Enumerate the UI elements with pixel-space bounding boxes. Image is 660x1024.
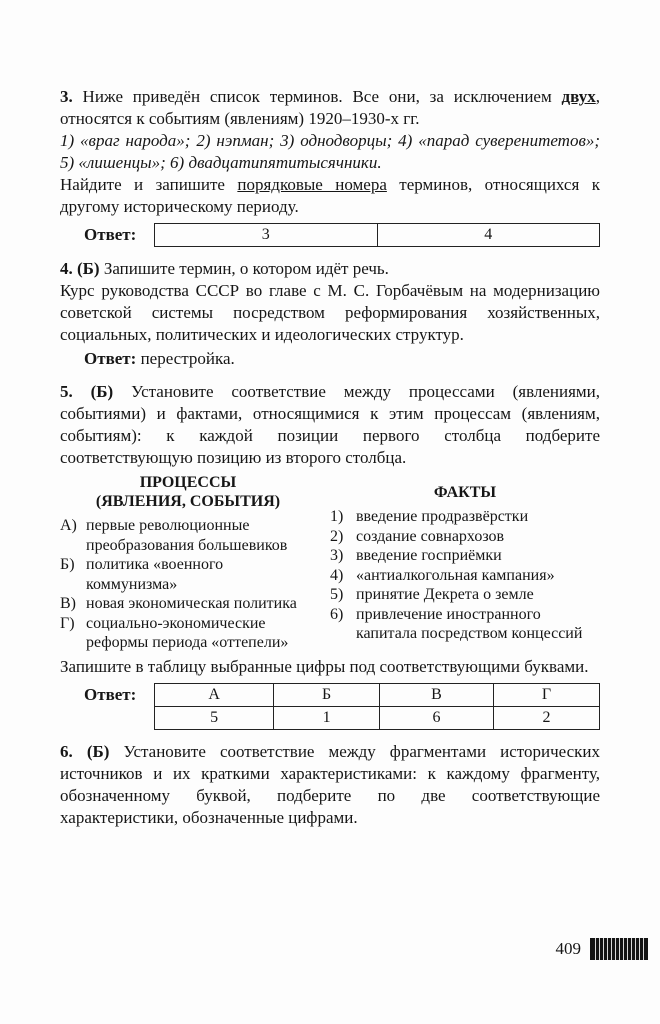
q4-answer-label: Ответ: [84, 349, 137, 368]
page-footer [556, 938, 649, 960]
q3-task-pre: Найдите и запишите [60, 175, 238, 194]
q5-right-item-5-label: 5) [330, 586, 344, 603]
q5-right-item-5 [330, 585, 600, 605]
q4-title [60, 258, 600, 280]
q3-number: 3. [60, 87, 73, 106]
q5-right-item-6 [330, 605, 600, 644]
q4-body: Курс руководства СССР во главе с М. С. Горбачёвым на модернизацию советской системы посредством реформирования хозяйственных, социальных, политических и идеологических структур. [60, 281, 600, 344]
q4-answer [84, 348, 600, 370]
q5-matching-columns [60, 473, 600, 653]
q5-answer-row [84, 683, 600, 730]
q5-right-item-3-label: 3) [330, 547, 344, 564]
q5-left-header-line1: ПРОЦЕССЫ [139, 474, 237, 491]
q5-header-g: Г [494, 683, 600, 706]
q5-left-item-v-label: В) [60, 595, 76, 612]
q3-task [60, 174, 600, 218]
q5-answer-table-value-row [155, 706, 600, 729]
q3-terms-list: 1) «враг народа»; 2) нэпман; 3) однодворцы; 4) «парад суверенитетов»; 5) «лишенцы»; 6) двадцатипятитысячники. [60, 131, 600, 172]
q5-left-item-g [60, 614, 316, 653]
q5-number: 5. [60, 382, 73, 401]
q5-left-item-b [60, 555, 316, 594]
q5-left-item-a [60, 516, 316, 555]
q3-answer-label: Ответ: [84, 225, 137, 244]
q5-left-item-g-text: социально-экономические реформы периода «оттепели» [86, 614, 289, 651]
q5-header-b: Б [274, 683, 380, 706]
q5-right-item-4-text: «антиалкогольная кампания» [356, 566, 555, 584]
q3-answer-cell-1: 3 [155, 224, 378, 247]
q5-right-item-1-label: 1) [330, 508, 344, 525]
q6-body-para [60, 741, 600, 829]
q5-answer-table-header-row [155, 683, 600, 706]
q5-right-column [330, 473, 600, 653]
q5-left-header [60, 473, 316, 511]
q5-value-g: 2 [494, 706, 600, 729]
q5-left-item-a-text: первые революционные преобразования большевиков [86, 517, 288, 554]
question-3 [60, 86, 600, 247]
q3-intro-post: , относятся к событиям (явлениям) 1920–1930-х гг. [60, 87, 600, 128]
q5-right-item-6-text: привлечение иностранного капитала посредством концессий [356, 605, 583, 642]
q5-right-item-4 [330, 566, 600, 586]
q5-left-header-line2: (ЯВЛЕНИЯ, СОБЫТИЯ) [95, 493, 281, 510]
page-edge-barcode [590, 938, 648, 960]
question-5 [60, 381, 600, 730]
question-6 [60, 741, 600, 829]
question-4 [60, 258, 600, 370]
q5-right-item-4-label: 4) [330, 566, 344, 584]
q3-answer-cell-2: 4 [377, 224, 600, 247]
q5-task: Запишите в таблицу выбранные цифры под соответствующими буквами. [60, 656, 589, 676]
q5-right-item-1 [330, 507, 600, 527]
q5-answer-table [154, 683, 600, 730]
q5-intro-text: Установите соответствие между процессами (явлениями, событиями) и фактами, относящимися к этим процессам (явлениям, событиям): к каждой позиции первого столбца подберите соответствующую позицию из второго столбца. [60, 382, 601, 467]
q4-number: 4. [60, 259, 73, 278]
q5-header-a: А [155, 683, 274, 706]
q3-answer-table [154, 223, 600, 247]
q5-value-v: 6 [379, 706, 493, 729]
q3-answer-row [84, 223, 600, 247]
q5-right-header: ФАКТЫ [433, 484, 497, 501]
q6-body-text: Установите соответствие между фрагментами исторических источников и их краткими характеристиками: к каждому фрагменту, обозначенному буквой, подберите по две соответствующие характеристики, обозначенные цифрами. [60, 741, 600, 827]
q3-task-post: терминов, относящихся к другому историческому периоду. [60, 175, 600, 216]
q3-intro-pre: Ниже приведён список терминов. Все они, за исключением [72, 87, 562, 106]
q5-left-item-b-text: политика «военного коммунизма» [86, 556, 224, 593]
q5-left-item-a-label: А) [60, 517, 77, 534]
q5-right-item-3-text: введение госприёмки [356, 547, 502, 564]
q5-right-item-2-text: создание совнархозов [356, 527, 505, 545]
q6-number: 6. [60, 741, 73, 761]
q5-left-column [60, 473, 316, 653]
q3-intro [60, 86, 600, 130]
q6-badge: (Б) [86, 741, 110, 761]
q5-right-item-1-text: введение продразвёрстки [356, 508, 529, 525]
q5-right-item-5-text: принятие Декрета о земле [356, 586, 534, 603]
q4-answer-value: перестройка. [140, 349, 235, 368]
q5-right-item-3 [330, 546, 600, 566]
q5-right-item-6-label: 6) [330, 605, 344, 623]
q5-left-item-g-label: Г) [60, 614, 75, 632]
q4-badge: (Б) [77, 259, 100, 278]
q5-value-a: 5 [155, 706, 274, 729]
q5-left-item-v-text: новая экономическая политика [86, 595, 297, 612]
q5-right-item-2 [330, 527, 600, 547]
q4-title-text: Запишите термин, о котором идёт речь. [103, 259, 389, 278]
q5-badge: (Б) [90, 382, 114, 401]
q5-intro [60, 381, 600, 469]
q5-header-v: В [379, 683, 493, 706]
q5-answer-label: Ответ: [84, 684, 137, 704]
q3-task-underlined: порядковые номера [237, 175, 387, 194]
q5-right-item-2-label: 2) [330, 527, 344, 545]
page-number: 409 [555, 939, 581, 958]
q5-left-item-v [60, 594, 316, 614]
q5-left-item-b-label: Б) [60, 556, 75, 573]
q3-intro-underlined: двух [561, 87, 596, 106]
q5-value-b: 1 [274, 706, 380, 729]
